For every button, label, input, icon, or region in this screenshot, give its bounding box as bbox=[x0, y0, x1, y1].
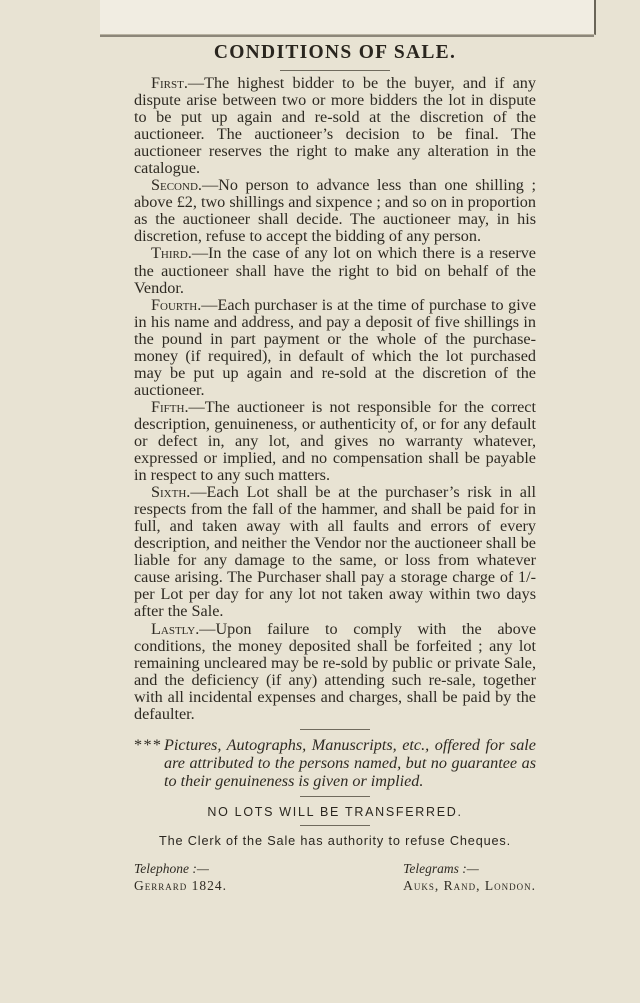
condition-text: —In the case of any lot on which there is a reserve the auctioneer shall have the right to bid on behalf of the Vendor. bbox=[134, 244, 536, 297]
condition-label: Lastly. bbox=[151, 619, 200, 638]
transfer-notice: NO LOTS WILL BE TRANSFERRED. bbox=[207, 804, 463, 819]
section-rule bbox=[300, 825, 370, 826]
condition-label: First. bbox=[151, 74, 188, 92]
condition-text: —No person to advance less than one shilling ; above £2, two shillings and sixpence ; and so on in proportion as the auctioneer shall decide. The auctioneer may, in his discretion, refuse to accept the bidding of any person. bbox=[134, 176, 536, 246]
telephone-label: Telephone :— bbox=[134, 860, 209, 876]
condition-text: —The highest bidder to be the buyer, and if any dispute arise between two or more bidders the lot in dispute to be put up again and re-sold at the discretion of the auctioneer. The auctioneer’s decision to be final. The auctioneer reserves the right to make any alteration in the catalogue. bbox=[134, 74, 536, 178]
section-rule bbox=[300, 796, 370, 797]
page-title: CONDITIONS OF SALE. bbox=[213, 42, 457, 63]
condition-lastly bbox=[134, 621, 536, 723]
condition-first bbox=[134, 75, 536, 177]
title-rule bbox=[280, 70, 390, 71]
condition-text: —The auctioneer is not responsible for the correct description, genuineness, or authenticity of, or for any default or defect in, any lot, and gives no warranty whatever, expressed or implied, and no compensation shall be payable in respect to any such matters. bbox=[134, 397, 536, 485]
condition-label: Fifth. bbox=[151, 397, 189, 416]
condition-label: Sixth. bbox=[151, 483, 191, 502]
section-rule bbox=[300, 729, 370, 730]
telephone-number: Gerrard 1824. bbox=[134, 877, 228, 893]
condition-sixth bbox=[134, 484, 536, 620]
condition-text: —Upon failure to comply with the above conditions, the money deposited shall be forfeited ; any lot remaining uncleared may be re-sold by public or private Sale, and the deficiency (if any) attending such re-sale, together with all incidental expenses and charges, shall be paid by the defaulter. bbox=[134, 619, 536, 723]
telegrams-block bbox=[403, 860, 536, 894]
condition-label: Third. bbox=[151, 244, 192, 263]
asterism-icon: * * * bbox=[134, 735, 161, 754]
contact-details bbox=[134, 860, 536, 894]
condition-third bbox=[134, 245, 536, 296]
top-paper-slip bbox=[100, 0, 596, 35]
telegram-address: Auks, Rand, London. bbox=[403, 877, 536, 893]
cheque-notice: The Clerk of the Sale has authority to refuse Cheques. bbox=[159, 833, 511, 848]
condition-fifth bbox=[134, 399, 536, 484]
condition-label: Second. bbox=[151, 176, 202, 195]
condition-fourth bbox=[134, 297, 536, 399]
condition-text: —Each Lot shall be at the purchaser’s risk in all respects from the fall of the hammer, and shall be paid for in full, and taken away with all faults and errors of every description, and neither the Vendor nor the auctioneer shall be liable for any damage to the same, or loss from whatever cause arising. The Purchaser shall pay a storage charge of 1/- per Lot per day for any lot not taken away within two days after the Sale. bbox=[134, 483, 536, 621]
telegrams-label: Telegrams :— bbox=[403, 860, 479, 876]
condition-label: Fourth. bbox=[151, 295, 202, 314]
telephone-block bbox=[134, 860, 227, 894]
attribution-note-text: Pictures, Autographs, Manuscripts, etc., offered for sale are attributed to the persons named, but no guarantee as to their genuineness is given or implied. bbox=[164, 735, 536, 790]
condition-text: —Each purchaser is at the time of purchase to give in his name and address, and pay a deposit of five shillings in the pound in part payment or the whole of the purchase-money (if required), in default of which the lot purchased may be put up again and re-sold at the discretion of the auctioneer. bbox=[134, 295, 536, 399]
conditions-page bbox=[134, 36, 536, 894]
condition-second bbox=[134, 177, 536, 245]
attribution-note bbox=[134, 736, 536, 790]
